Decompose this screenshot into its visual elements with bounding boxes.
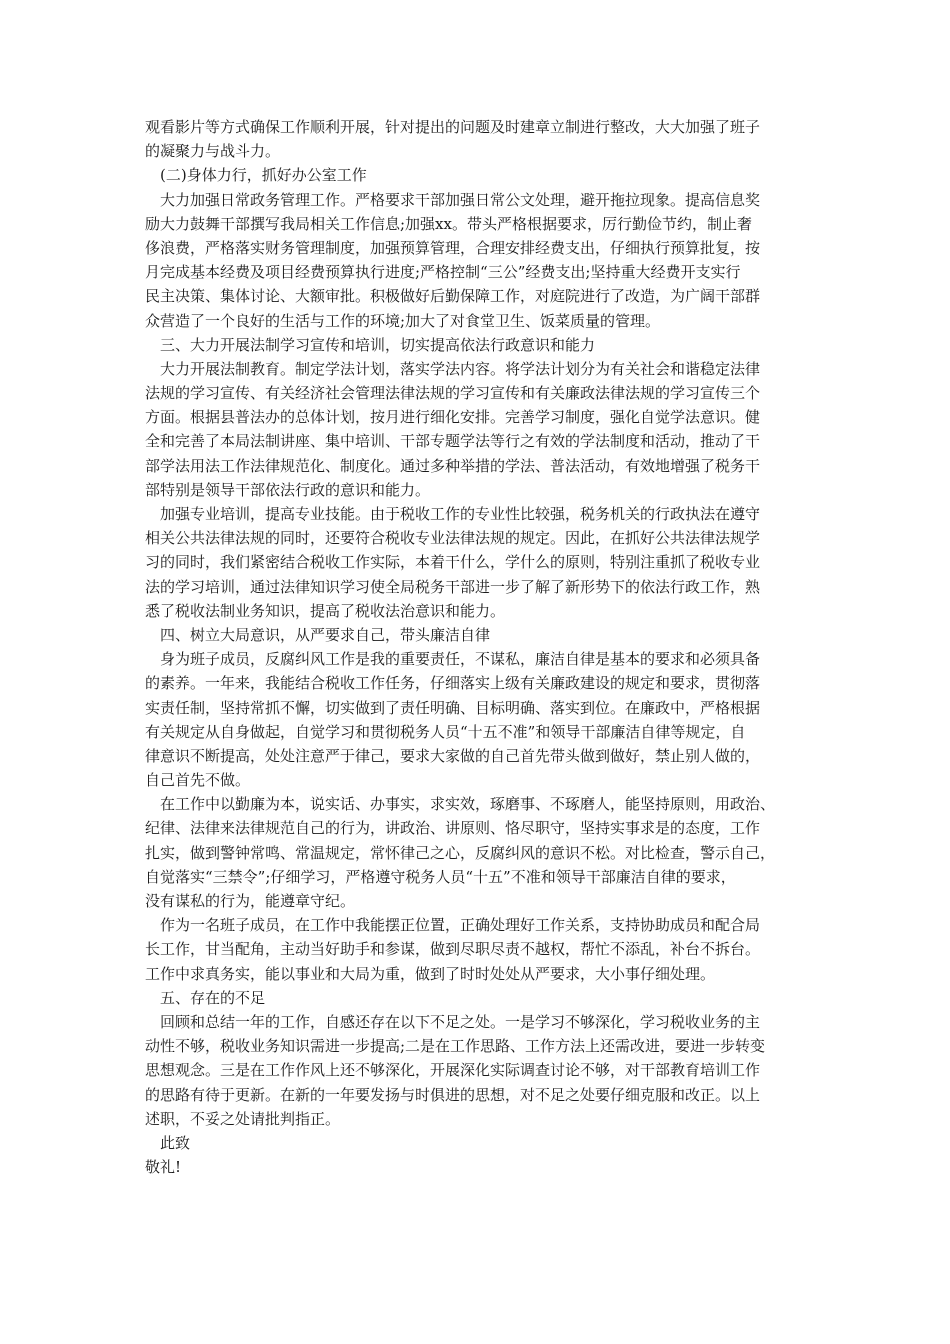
section-heading: 四、树立大局意识，从严要求自己，带头廉洁自律 bbox=[160, 625, 491, 644]
text-line: 大力开展法制教育。制定学法计划，落实学法内容。将学法计划分为有关社会和谐稳定法律 bbox=[160, 359, 761, 378]
text-line: 自己首先不做。 bbox=[145, 771, 251, 790]
text-line: 作为一名班子成员，在工作中我能摆正位置，正确处理好工作关系，支持协助成员和配合局 bbox=[160, 916, 761, 935]
text-line: 工作中求真务实，能以事业和大局为重，做到了时时处处从严要求，大小事仔细处理。 bbox=[145, 964, 716, 983]
text-line: 全和完善了本局法制讲座、集中培训、干部专题学法等行之有效的学法制度和活动，推动了干 bbox=[145, 432, 761, 451]
text-line: 部特别是领导干部依法行政的意识和能力。 bbox=[145, 480, 431, 499]
text-line: 加强专业培训，提高专业技能。由于税收工作的专业性比较强，税务机关的行政执法在遵守 bbox=[160, 505, 761, 523]
text-line: 法的学习培训，通过法律知识学习使全局税务干部进一步了解了新形势下的依法行政工作，熟 bbox=[145, 577, 761, 596]
text-line: 律意识不断提高，处处注意严于律己，要求大家做的自己首先带头做到做好，禁止别人做的， bbox=[145, 746, 761, 765]
text-line: 法规的学习宣传、有关经济社会管理法律法规的学习宣传和有关廉政法律法规的学习宣传三个 bbox=[145, 384, 761, 403]
text-line: 侈浪费，严格落实财务管理制度，加强预算管理，合理安排经费支出，仔细执行预算批复，按 bbox=[145, 238, 761, 257]
text-line: 的凝聚力与战斗力。 bbox=[145, 142, 281, 161]
closing-line: 此致 bbox=[160, 1133, 191, 1152]
text-line: 思想观念。三是在工作作风上还不够深化，开展深化实际调查讨论不够，对干部教育培训工作 bbox=[145, 1061, 761, 1080]
text-line: 习的同时，我们紧密结合税收工作实际，本着干什么，学什么的原则，特别注重抓了税收专业 bbox=[145, 553, 761, 572]
text-line: 身为班子成员，反腐纠风工作是我的重要责任，不谋私，廉洁自律是基本的要求和必须具备 bbox=[160, 650, 761, 669]
text-line: 动性不够，税收业务知识需进一步提高;二是在工作思路、工作方法上还需改进，要进一步转变 bbox=[145, 1037, 766, 1056]
text-line: 纪律、法律来法律规范自己的行为，讲政治、讲原则、恪尽职守，坚持实事求是的态度，工作 bbox=[145, 819, 761, 838]
text-line: 的思路有待于更新。在新的一年要发扬与时俱进的思想，对不足之处要仔细克服和改正。以上 bbox=[145, 1085, 761, 1104]
text-line: 扎实，做到警钟常鸣、常温规定，常怀律己之心，反腐纠风的意识不松。对比检查，警示自己， bbox=[145, 843, 776, 862]
text-line: 励大力鼓舞干部撰写我局相关工作信息;加强xx。带头严格根据要求，厉行勤俭节约，制止奢 bbox=[145, 214, 752, 233]
text-line: 回顾和总结一年的工作，自感还存在以下不足之处。一是学习不够深化，学习税收业务的主 bbox=[160, 1012, 761, 1031]
section-heading: 五、存在的不足 bbox=[160, 988, 266, 1007]
text-line: 有关规定从自身做起，自觉学习和贯彻税务人员“十五不准”和领导干部廉洁自律等规定，自 bbox=[145, 722, 746, 741]
text-line: 长工作，甘当配角，主动当好助手和参谋，做到尽职尽责不越权，帮忙不添乱，补台不拆台。 bbox=[145, 940, 761, 959]
text-line: 实责任制，坚持常抓不懈，切实做到了责任明确、目标明确、落实到位。在廉政中，严格根据 bbox=[145, 698, 761, 717]
section-heading: 三、大力开展法制学习宣传和培训，切实提高依法行政意识和能力 bbox=[160, 335, 596, 354]
text-line: 大力加强日常政务管理工作。严格要求干部加强日常公文处理，避开拖拉现象。提高信息奖 bbox=[160, 190, 761, 209]
text-line: 悉了税收法制业务知识，提高了税收法治意识和能力。 bbox=[145, 601, 506, 620]
text-line: 自觉落实“三禁令”;仔细学习，严格遵守税务人员“十五”不准和领导干部廉洁自律的要求， bbox=[145, 867, 736, 886]
text-line: 方面。根据县普法办的总体计划，按月进行细化安排。完善学习制度，强化自觉学法意识。健 bbox=[145, 408, 761, 427]
closing-line: 敬礼! bbox=[145, 1158, 182, 1177]
document-body bbox=[145, 115, 811, 1179]
text-line: 相关公共法律法规的同时，还要符合税收专业法律法规的规定。因此，在抓好公共法律法规学 bbox=[145, 529, 761, 548]
text-line: 在工作中以勤廉为本，说实话、办事实，求实效，琢磨事、不琢磨人，能坚持原则，用政治、 bbox=[160, 795, 776, 814]
text-line: 月完成基本经费及项目经费预算执行进度;严格控制“三公”经费支出;坚持重大经费开支实行 bbox=[145, 263, 741, 282]
text-line: 的素养。一年来，我能结合税收工作任务，仔细落实上级有关廉政建设的规定和要求，贯彻落 bbox=[145, 674, 761, 693]
text-line: 没有谋私的行为，能遵章守纪。 bbox=[145, 892, 356, 910]
text-line: 观看影片等方式确保工作顺利开展，针对提出的问题及时建章立制进行整改，大大加强了班子 bbox=[145, 118, 761, 136]
section-heading: (二)身体力行，抓好办公室工作 bbox=[160, 166, 367, 185]
text-line: 部学法用法工作法律规范化、制度化。通过多种举措的学法、普法活动，有效地增强了税务干 bbox=[145, 456, 761, 475]
text-line: 述职，不妥之处请批判指正。 bbox=[145, 1109, 341, 1128]
text-line: 民主决策、集体讨论、大额审批。积极做好后勤保障工作，对庭院进行了改造，为广阔干部群 bbox=[145, 287, 761, 306]
text-line: 众营造了一个良好的生活与工作的环境;加大了对食堂卫生、饭菜质量的管理。 bbox=[145, 311, 661, 330]
